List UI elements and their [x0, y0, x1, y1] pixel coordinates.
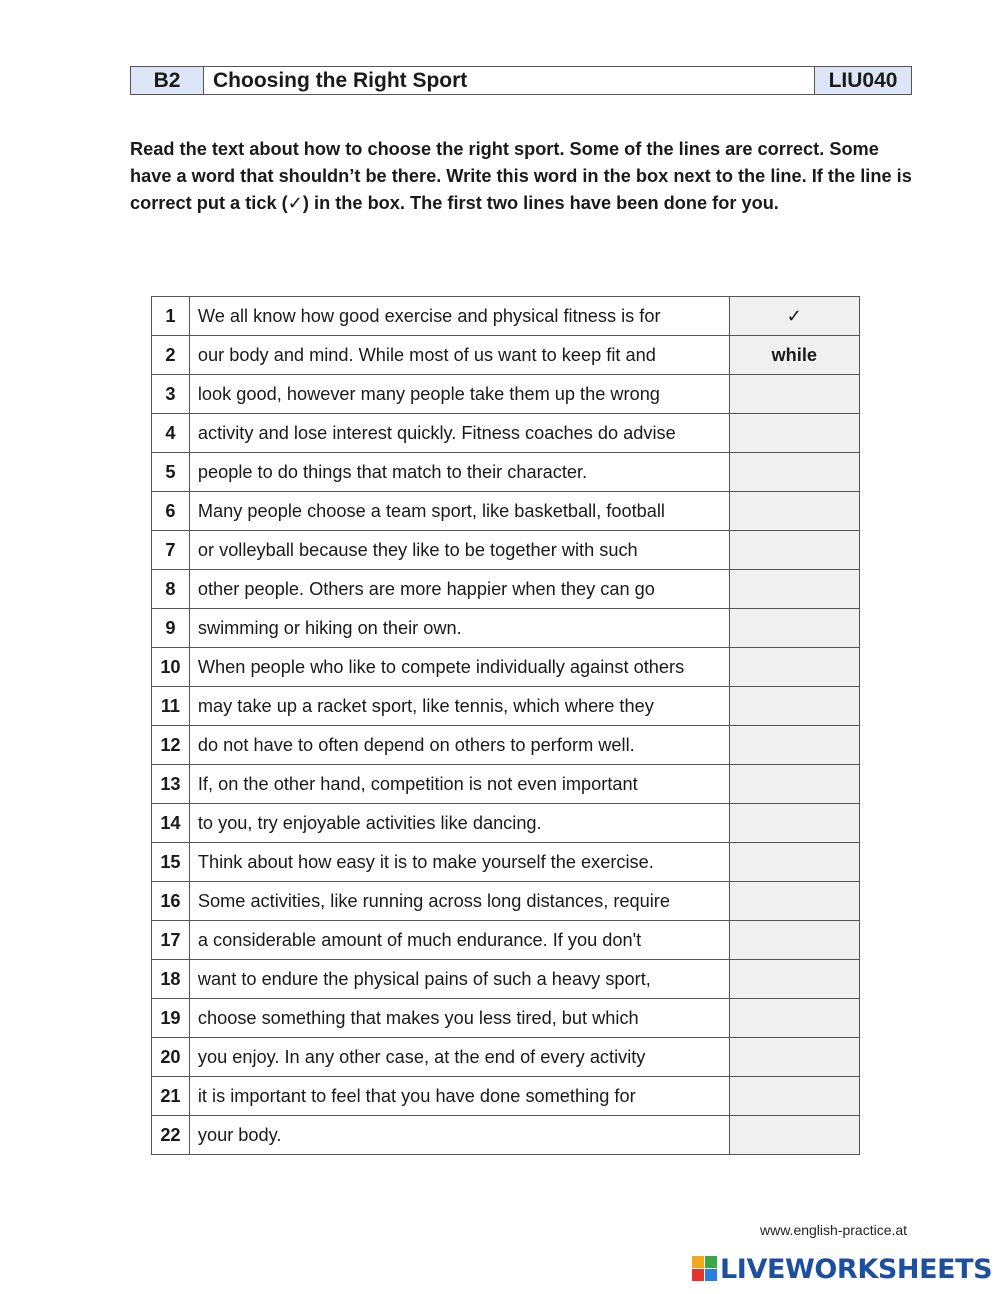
answer-box[interactable]: [729, 1077, 859, 1116]
exercise-table: [151, 296, 860, 1155]
table-row: [152, 687, 860, 726]
table-row: [152, 648, 860, 687]
line-number: 3: [152, 375, 190, 414]
answer-box[interactable]: [729, 765, 859, 804]
table-row: [152, 414, 860, 453]
answer-box[interactable]: [729, 960, 859, 999]
line-text: We all know how good exercise and physical fitness is for: [189, 297, 729, 336]
table-row: [152, 570, 860, 609]
answer-box[interactable]: [729, 804, 859, 843]
line-text: to you, try enjoyable activities like dancing.: [189, 804, 729, 843]
table-row: [152, 1038, 860, 1077]
table-row: [152, 336, 860, 375]
answer-box[interactable]: [729, 570, 859, 609]
table-row: [152, 843, 860, 882]
line-number: 15: [152, 843, 190, 882]
line-text: activity and lose interest quickly. Fitness coaches do advise: [189, 414, 729, 453]
line-text: people to do things that match to their character.: [189, 453, 729, 492]
answer-box[interactable]: [729, 921, 859, 960]
line-text: swimming or hiking on their own.: [189, 609, 729, 648]
line-text: Many people choose a team sport, like basketball, football: [189, 492, 729, 531]
answer-box[interactable]: while: [729, 336, 859, 375]
table-row: [152, 804, 860, 843]
answer-box[interactable]: [729, 492, 859, 531]
line-number: 19: [152, 999, 190, 1038]
table-row: [152, 1077, 860, 1116]
worksheet-header: [130, 66, 912, 95]
line-text: or volleyball because they like to be together with such: [189, 531, 729, 570]
line-text: your body.: [189, 1116, 729, 1155]
line-text: want to endure the physical pains of such a heavy sport,: [189, 960, 729, 999]
table-row: [152, 960, 860, 999]
answer-box[interactable]: [729, 726, 859, 765]
line-number: 21: [152, 1077, 190, 1116]
source-url[interactable]: www.english-practice.at: [760, 1222, 908, 1238]
line-text: choose something that makes you less tired, but which: [189, 999, 729, 1038]
table-row: [152, 882, 860, 921]
answer-box[interactable]: [729, 1038, 859, 1077]
line-text: When people who like to compete individually against others: [189, 648, 729, 687]
line-number: 10: [152, 648, 190, 687]
table-row: [152, 765, 860, 804]
line-text: look good, however many people take them up the wrong: [189, 375, 729, 414]
table-row: [152, 531, 860, 570]
line-text: Some activities, like running across long distances, require: [189, 882, 729, 921]
line-number: 6: [152, 492, 190, 531]
table-row: [152, 375, 860, 414]
table-row: [152, 999, 860, 1038]
answer-box[interactable]: [729, 999, 859, 1038]
line-text: it is important to feel that you have done something for: [189, 1077, 729, 1116]
line-text: other people. Others are more happier when they can go: [189, 570, 729, 609]
line-number: 13: [152, 765, 190, 804]
line-number: 17: [152, 921, 190, 960]
brand-name: LIVEWORKSHEETS: [720, 1253, 993, 1285]
table-row: [152, 921, 860, 960]
worksheet-code: LIU040: [815, 67, 911, 94]
answer-box[interactable]: [729, 414, 859, 453]
line-number: 20: [152, 1038, 190, 1077]
line-number: 2: [152, 336, 190, 375]
table-row: [152, 453, 860, 492]
line-text: may take up a racket sport, like tennis, which where they: [189, 687, 729, 726]
line-text: Think about how easy it is to make yourself the exercise.: [189, 843, 729, 882]
line-text: If, on the other hand, competition is not even important: [189, 765, 729, 804]
answer-box[interactable]: [729, 1116, 859, 1155]
answer-box[interactable]: [729, 531, 859, 570]
answer-box[interactable]: [729, 453, 859, 492]
table-row: [152, 726, 860, 765]
line-number: 16: [152, 882, 190, 921]
line-number: 5: [152, 453, 190, 492]
line-text: you enjoy. In any other case, at the end of every activity: [189, 1038, 729, 1077]
line-number: 11: [152, 687, 190, 726]
line-number: 18: [152, 960, 190, 999]
table-row: [152, 1116, 860, 1155]
liveworksheets-logo-icon: [692, 1256, 718, 1282]
answer-box[interactable]: [729, 882, 859, 921]
line-text: our body and mind. While most of us want to keep fit and: [189, 336, 729, 375]
answer-box[interactable]: [729, 609, 859, 648]
line-number: 9: [152, 609, 190, 648]
table-row: [152, 492, 860, 531]
answer-box[interactable]: [729, 687, 859, 726]
line-number: 1: [152, 297, 190, 336]
level-badge: B2: [131, 67, 204, 94]
line-number: 22: [152, 1116, 190, 1155]
answer-box[interactable]: [729, 843, 859, 882]
worksheet-title: Choosing the Right Sport: [204, 67, 815, 94]
line-number: 12: [152, 726, 190, 765]
line-text: do not have to often depend on others to perform well.: [189, 726, 729, 765]
line-number: 14: [152, 804, 190, 843]
answer-box[interactable]: ✓: [729, 297, 859, 336]
answer-box[interactable]: [729, 648, 859, 687]
line-number: 4: [152, 414, 190, 453]
answer-box[interactable]: [729, 375, 859, 414]
line-number: 8: [152, 570, 190, 609]
table-row: [152, 297, 860, 336]
line-number: 7: [152, 531, 190, 570]
liveworksheets-brand: [692, 1253, 992, 1285]
table-row: [152, 609, 860, 648]
line-text: a considerable amount of much endurance. If you don't: [189, 921, 729, 960]
instructions-text: Read the text about how to choose the right sport. Some of the lines are correct. Some have a word that shouldn’t be there. Write this word in the box next to the line. If the line is correct put a tick (✓) in the box. The first two lines have been done for you.: [130, 139, 912, 213]
